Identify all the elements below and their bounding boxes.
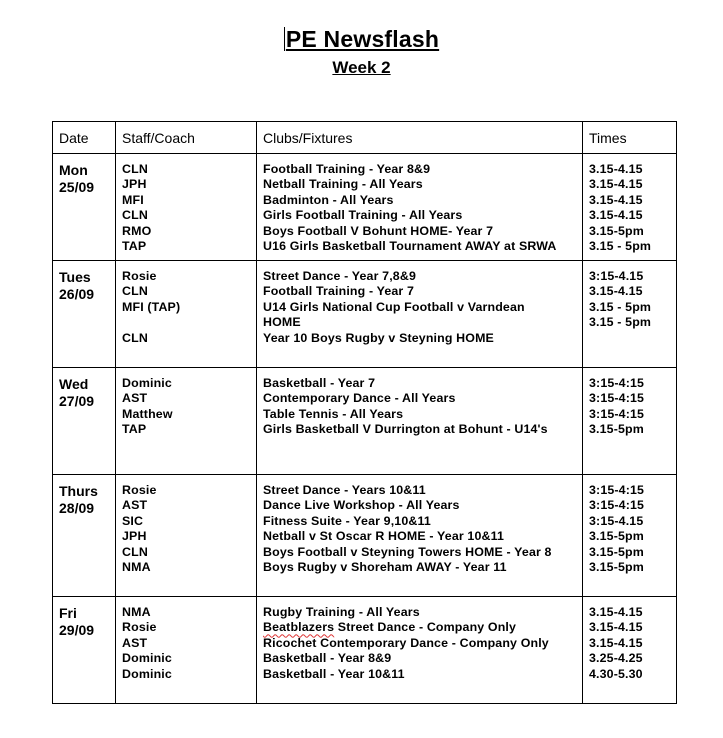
time-item: 3.15-4.15 bbox=[589, 605, 643, 619]
schedule-table bbox=[52, 121, 677, 704]
staff-item: CLN bbox=[122, 330, 148, 345]
times-cell bbox=[583, 475, 677, 597]
club-item: Basketball - Year 10&11 bbox=[263, 666, 405, 681]
clubs-cell bbox=[257, 261, 583, 368]
page-subtitle: Week 2 bbox=[332, 58, 391, 77]
day-name: Mon bbox=[59, 162, 88, 178]
time-item: 3.15 - 5pm bbox=[589, 315, 652, 330]
day-cell bbox=[53, 261, 116, 368]
day-name: Tues bbox=[59, 269, 91, 285]
staff-item: MFI (TAP) bbox=[122, 299, 181, 314]
club-item: U14 Girls National Cup Football v Varndean bbox=[263, 299, 525, 314]
staff-item: Matthew bbox=[122, 406, 173, 421]
staff-cell bbox=[116, 154, 257, 261]
staff-item: Dominic bbox=[122, 666, 172, 681]
day-name: Wed bbox=[59, 376, 89, 392]
club-item: Year 10 Boys Rugby v Steyning HOME bbox=[263, 330, 494, 345]
time-item: 3.15-4.15 bbox=[589, 162, 643, 176]
club-item: Girls Football Training - All Years bbox=[263, 208, 463, 223]
staff-item: JPH bbox=[122, 177, 147, 192]
club-item: Boys Rugby v Shoreham AWAY - Year 11 bbox=[263, 559, 507, 574]
table-row bbox=[53, 154, 677, 261]
time-item: 3.15-4.15 bbox=[589, 177, 643, 192]
spellcheck-flagged-word: Beatblazers bbox=[263, 620, 335, 635]
staff-item: AST bbox=[122, 391, 148, 406]
time-item: 3.15-4.15 bbox=[589, 620, 643, 635]
staff-item: Rosie bbox=[122, 483, 157, 497]
staff-item: CLN bbox=[122, 208, 148, 223]
staff-cell bbox=[116, 261, 257, 368]
staff-item: TAP bbox=[122, 422, 147, 437]
club-item: Fitness Suite - Year 9,10&11 bbox=[263, 513, 431, 528]
time-item: 3.15-4.15 bbox=[589, 192, 643, 207]
club-item-suffix: Street Dance - Company Only bbox=[334, 620, 517, 635]
time-item: 3.15 - 5pm bbox=[589, 299, 652, 314]
time-item: 3.25-4.25 bbox=[589, 651, 643, 666]
day-cell bbox=[53, 475, 116, 597]
staff-item: NMA bbox=[122, 559, 151, 574]
day-name: Fri bbox=[59, 605, 77, 621]
club-item: Football Training - Year 8&9 bbox=[263, 162, 431, 176]
club-item: Basketball - Year 7 bbox=[263, 376, 376, 390]
time-item: 4.30-5.30 bbox=[589, 666, 643, 681]
staff-item: CLN bbox=[122, 162, 148, 176]
time-item: 3.15-5pm bbox=[589, 559, 644, 574]
club-item: Boys Football v Steyning Towers HOME - Year 8 bbox=[263, 544, 552, 559]
day-date: 27/09 bbox=[59, 393, 95, 409]
staff-item: Rosie bbox=[122, 269, 157, 283]
time-item: 3:15-4:15 bbox=[589, 406, 645, 421]
club-item: Football Training - Year 7 bbox=[263, 284, 415, 299]
time-item: 3:15-4:15 bbox=[589, 483, 645, 497]
staff-item: TAP bbox=[122, 238, 147, 253]
clubs-cell bbox=[257, 597, 583, 704]
club-item: Badminton - All Years bbox=[263, 192, 394, 207]
staff-item: Dominic bbox=[122, 376, 172, 390]
staff-item: JPH bbox=[122, 529, 147, 544]
day-date: 25/09 bbox=[59, 179, 95, 195]
page-title bbox=[0, 26, 723, 53]
title-text: PE Newsflash bbox=[285, 26, 440, 52]
club-item: Table Tennis - All Years bbox=[263, 406, 404, 421]
day-name: Thurs bbox=[59, 483, 98, 499]
time-item: 3:15-4:15 bbox=[589, 498, 645, 513]
club-item: Netball v St Oscar R HOME - Year 10&11 bbox=[263, 529, 504, 544]
time-item: 3.15-4.15 bbox=[589, 635, 643, 650]
day-date: 26/09 bbox=[59, 286, 95, 302]
time-item: 3:15-4:15 bbox=[589, 376, 645, 390]
club-item bbox=[263, 620, 582, 635]
table-row bbox=[53, 597, 677, 704]
club-item: Dance Live Workshop - All Years bbox=[263, 498, 460, 513]
time-item: 3.15-5pm bbox=[589, 544, 644, 559]
staff-cell bbox=[116, 597, 257, 704]
times-cell bbox=[583, 154, 677, 261]
times-cell bbox=[583, 597, 677, 704]
day-date: 28/09 bbox=[59, 500, 95, 516]
time-item: 3.15-4.15 bbox=[589, 284, 643, 299]
club-item: Basketball - Year 8&9 bbox=[263, 651, 392, 666]
time-item: 3.15-5pm bbox=[589, 422, 644, 437]
staff-item: Rosie bbox=[122, 620, 157, 635]
table-row bbox=[53, 475, 677, 597]
staff-item bbox=[122, 315, 256, 330]
day-cell bbox=[53, 368, 116, 475]
clubs-cell bbox=[257, 475, 583, 597]
clubs-cell bbox=[257, 154, 583, 261]
club-item: HOME bbox=[263, 315, 301, 330]
times-cell bbox=[583, 261, 677, 368]
times-cell bbox=[583, 368, 677, 475]
table-header-row bbox=[53, 122, 677, 154]
text-cursor bbox=[284, 27, 285, 51]
club-item: Street Dance - Years 10&11 bbox=[263, 483, 426, 497]
club-item: Girls Basketball V Durrington at Bohunt - U14's bbox=[263, 422, 548, 437]
club-item: Contemporary Dance - All Years bbox=[263, 391, 456, 406]
staff-item: MFI bbox=[122, 192, 144, 207]
staff-item: CLN bbox=[122, 284, 148, 299]
staff-cell bbox=[116, 475, 257, 597]
club-item: Street Dance - Year 7,8&9 bbox=[263, 269, 416, 283]
staff-item: CLN bbox=[122, 544, 148, 559]
table-row bbox=[53, 261, 677, 368]
time-item: 3.15 - 5pm bbox=[589, 238, 652, 253]
header-date: Date bbox=[53, 122, 116, 154]
club-item: U16 Girls Basketball Tournament AWAY at SRWA bbox=[263, 238, 557, 253]
staff-item: NMA bbox=[122, 605, 151, 619]
time-item: 3.15-5pm bbox=[589, 223, 644, 238]
day-cell bbox=[53, 154, 116, 261]
clubs-cell bbox=[257, 368, 583, 475]
table-row bbox=[53, 368, 677, 475]
club-item: Ricochet Contemporary Dance - Company Only bbox=[263, 635, 549, 650]
time-item: 3.15-5pm bbox=[589, 529, 644, 544]
club-item: Boys Football V Bohunt HOME- Year 7 bbox=[263, 223, 494, 238]
staff-item: RMO bbox=[122, 223, 152, 238]
staff-item: AST bbox=[122, 635, 148, 650]
time-item: 3:15-4.15 bbox=[589, 513, 644, 528]
club-item: Rugby Training - All Years bbox=[263, 605, 420, 619]
staff-item: AST bbox=[122, 498, 148, 513]
header-staff: Staff/Coach bbox=[116, 122, 257, 154]
staff-cell bbox=[116, 368, 257, 475]
header-times: Times bbox=[583, 122, 677, 154]
club-item: Netball Training - All Years bbox=[263, 177, 423, 192]
day-date: 29/09 bbox=[59, 622, 95, 638]
day-cell bbox=[53, 597, 116, 704]
staff-item: Dominic bbox=[122, 651, 172, 666]
staff-item: SIC bbox=[122, 513, 144, 528]
time-item: 3.15-4.15 bbox=[589, 208, 643, 223]
time-item: 3:15-4:15 bbox=[589, 391, 645, 406]
time-item: 3:15-4.15 bbox=[589, 269, 644, 283]
header-clubs: Clubs/Fixtures bbox=[257, 122, 583, 154]
